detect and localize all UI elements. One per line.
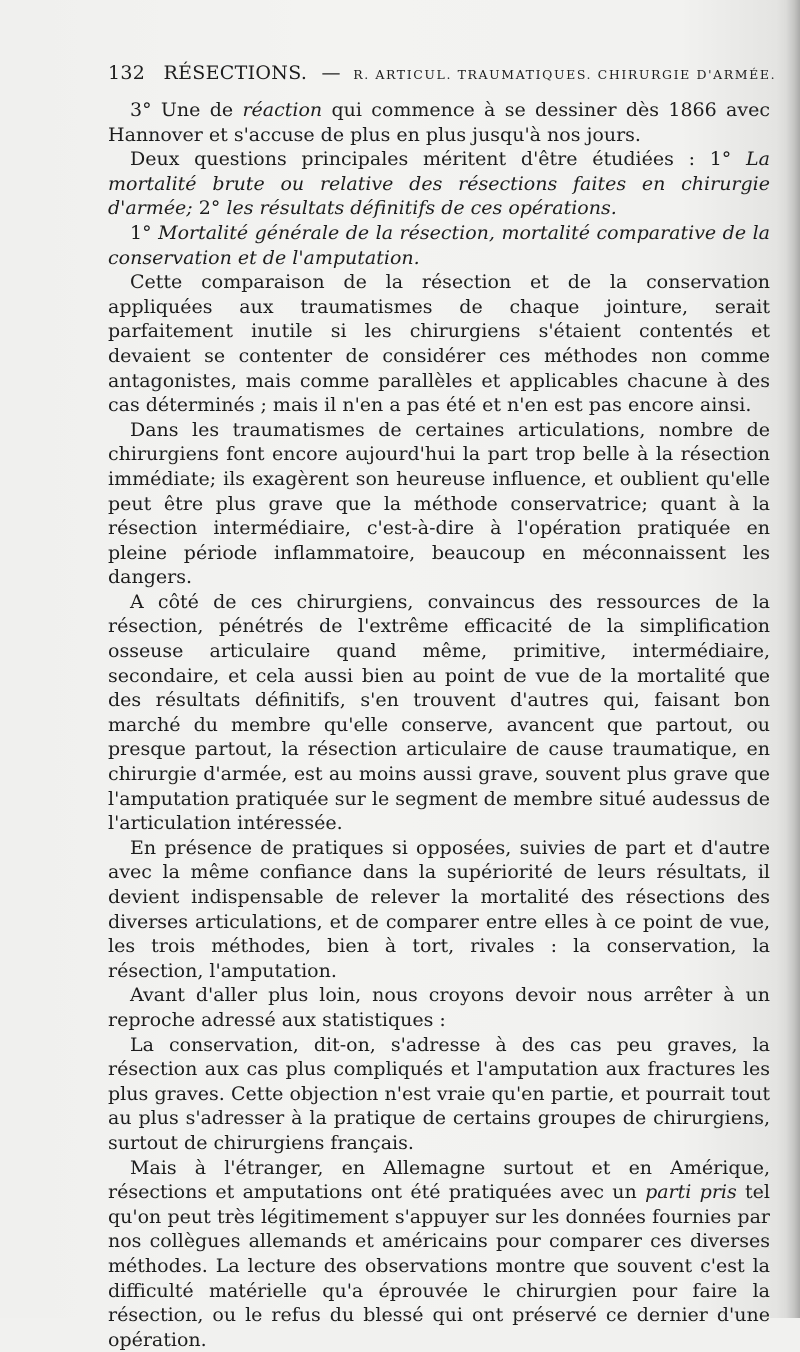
running-header (108, 62, 777, 84)
paragraph-reproche: Avant d'aller plus loin, nous croyons devoir nous arrêter à un reproche adressé aux statistiques : (108, 984, 770, 1031)
page-edge-shadow (786, 0, 800, 1318)
paragraph-reaction: 3° Une de réaction qui commence à se dessiner dès 1866 avec Hannover et s'accuse de plus en plus jusqu'à nos jours. (108, 99, 770, 146)
section-heading-mortalite: 1° Mortalité générale de la résection, mortalité comparative de la conservation et de l'amputation. (108, 221, 770, 269)
paragraph-chirurgiens: A côté de ces chirurgiens, convaincus des ressources de la résection, pénétrés de l'extrême efficacité de la simplification osseuse articulaire quand même, primitive, intermédiaire, secondaire, et cela aussi bien au point de vue de la mortalité que des résultats définitifs, s'en trouvent d'autres qui, faisant bon marché du membre qu'elle conserve, avancent que partout, ou presque partout, la résection articulaire de cause traumatique, en chirurgie d'armée, est au moins aussi grave, souvent plus grave que l'amputation pratiquée sur le segment de membre situé audessus de l'articulation intéressée. (108, 590, 770, 835)
paragraph-etranger: Mais à l'étranger, en Allemagne surtout et en Amérique, résections et amputations ont été pratiquées avec un parti pris tel qu'on peut très légitimement s'appuyer sur les données fournies par nos collègues allemands et américains pour comparer ces diverses méthodes. La lecture des observations montre que souvent c'est la difficulté matérielle qu'a éprouvée le chirurgien pour faire la résection, ou le refus du blessé qui ont préservé ce dernier d'une opération. (108, 1156, 770, 1351)
page-number: 132 (108, 62, 146, 84)
paragraph-comparaison: Cette comparaison de la résection et de la conservation appliquées aux traumatismes de chaque jointure, serait parfaitement inutile si les chirurgiens s'étaient contentés et devaient se contenter de considérer ces méthodes non comme antagonistes, mais comme parallèles et applicables chacune à des cas déterminés ; mais il n'en a pas été et n'en est pas encore ainsi. (108, 271, 770, 417)
paragraph-conservation: La conservation, dit-on, s'adresse à des cas peu graves, la résection aux cas plus compliqués et l'amputation aux fractures les plus graves. Cette objection n'est vraie qu'en partie, et pourrait tout au plus s'adresser à la pratique de certains groupes de chirurgiens, surtout de chirurgiens français. (108, 1033, 770, 1154)
paragraph-traumatismes: Dans les traumatismes de certaines articulations, nombre de chirurgiens font encore aujourd'hui la part trop belle à la résection immédiate; ils exagèrent son heureuse influence, et oublient qu'elle peut être plus grave que la méthode conservatrice; quant à la résection intermédiaire, c'est-à-dire à l'opération pratiquée en pleine période inflammatoire, beaucoup en méconnaissent les dangers. (108, 418, 770, 589)
paragraph-questions: Deux questions principales méritent d'être étudiées : 1° La mortalité brute ou relative des résections faites en chirurgie d'armée; 2° les résultats définitifs de ces opérations. (108, 148, 770, 220)
header-dash: — (321, 62, 341, 84)
subsection-title: R. ARTICUL. TRAUMATIQUES. CHIRURGIE D'ARMÉE. (353, 67, 777, 82)
section-title: RÉSECTIONS. (163, 62, 308, 84)
paragraph-pratiques: En présence de pratiques si opposées, suivies de part et d'autre avec la même confiance dans la supériorité de leurs résultats, il devient indispensable de relever la mortalité des résections des diverses articulations, et de comparer entre elles à ce point de vue, les trois méthodes, bien à tort, rivales : la conservation, la résection, l'amputation. (108, 836, 770, 982)
page-body (108, 98, 770, 1352)
